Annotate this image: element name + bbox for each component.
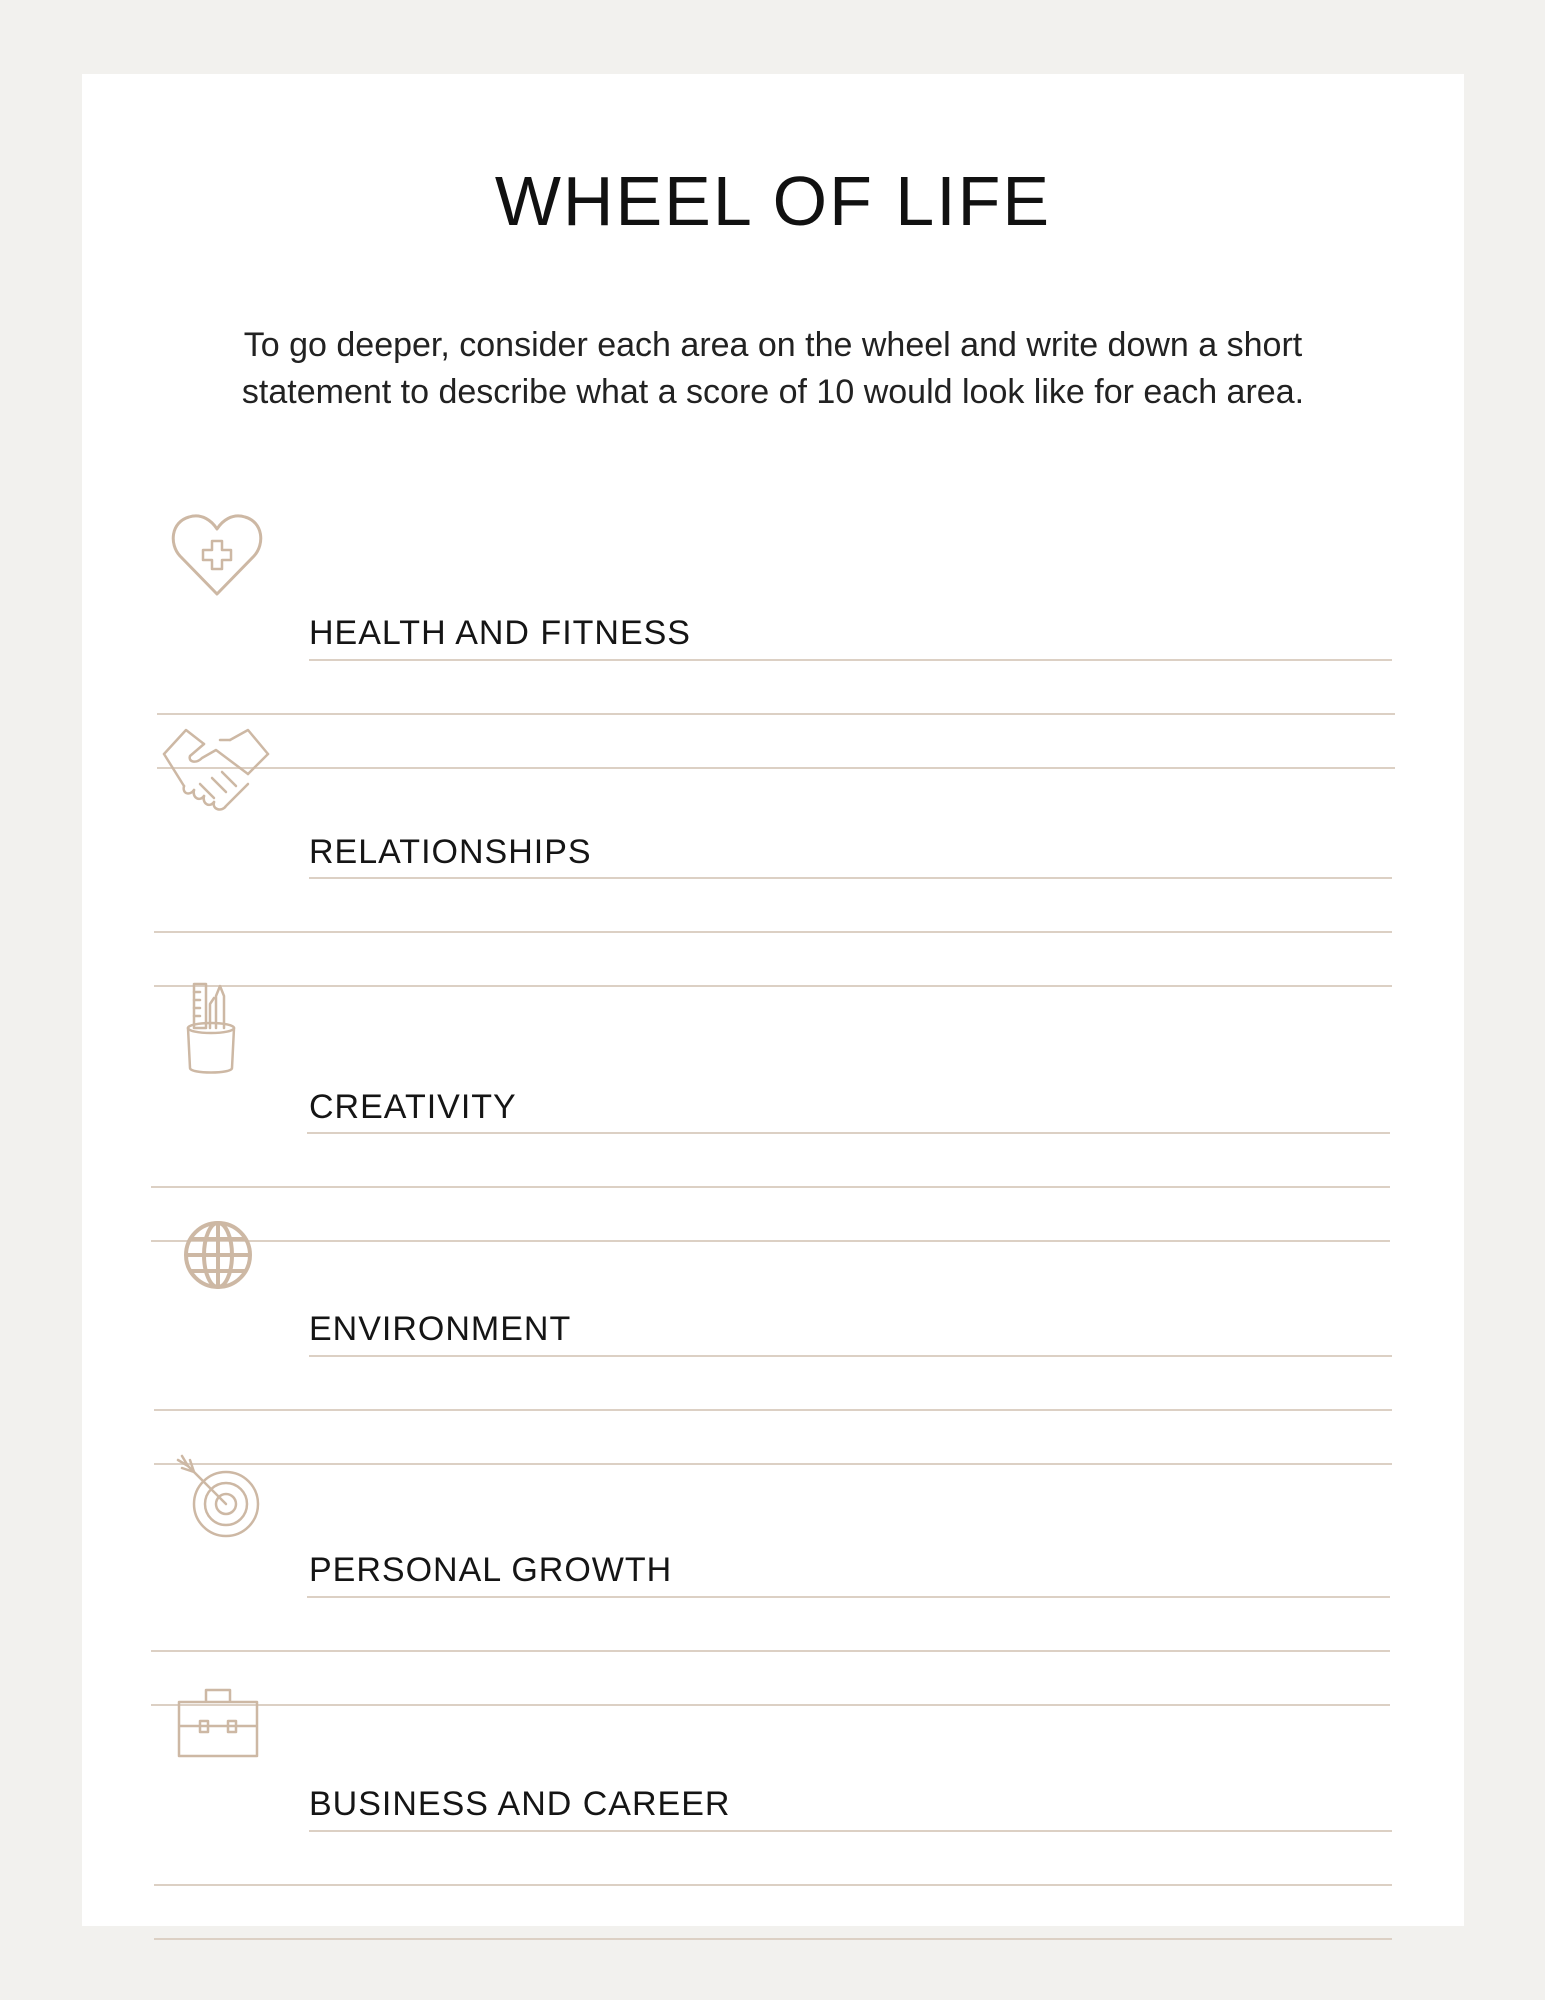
pencil-cup-icon — [182, 980, 242, 1076]
briefcase-icon — [176, 1686, 260, 1760]
section-label: PERSONAL GROWTH — [309, 1551, 673, 1589]
section-health-and-fitness — [82, 504, 1464, 704]
section-label: BUSINESS AND CAREER — [309, 1785, 731, 1823]
section-business-and-career — [82, 1686, 1464, 1886]
handshake-icon — [160, 724, 272, 816]
intro-line-2: statement to describe what a score of 10 would look like for each area. — [241, 373, 1305, 411]
label-underline — [309, 877, 1392, 879]
section-label: RELATIONSHIPS — [309, 833, 592, 871]
section-label: ENVIRONMENT — [309, 1310, 572, 1348]
intro-text — [142, 322, 1404, 416]
heart-medical-icon — [167, 504, 267, 604]
intro-line-1: To go deeper, consider each area on the wheel and write down a short — [243, 326, 1303, 364]
section-environment — [82, 1216, 1464, 1416]
writing-line[interactable] — [151, 1650, 1390, 1652]
writing-line[interactable] — [154, 1409, 1392, 1411]
section-personal-growth — [82, 1452, 1464, 1652]
section-label: HEALTH AND FITNESS — [309, 614, 691, 652]
globe-icon — [183, 1220, 253, 1290]
label-underline — [307, 1132, 1390, 1134]
page-title: WHEEL OF LIFE — [494, 162, 1052, 240]
writing-line[interactable] — [151, 1186, 1390, 1188]
section-creativity — [82, 980, 1464, 1180]
label-underline — [309, 1355, 1392, 1357]
writing-line[interactable] — [157, 713, 1395, 715]
label-underline — [309, 659, 1392, 661]
label-underline — [309, 1830, 1392, 1832]
writing-line[interactable] — [154, 931, 1392, 933]
writing-line[interactable] — [154, 1938, 1392, 1940]
section-label: CREATIVITY — [309, 1088, 517, 1126]
label-underline — [307, 1596, 1390, 1598]
section-relationships — [82, 724, 1464, 924]
target-icon — [174, 1452, 260, 1538]
worksheet-page — [82, 74, 1464, 1926]
writing-line[interactable] — [154, 1884, 1392, 1886]
